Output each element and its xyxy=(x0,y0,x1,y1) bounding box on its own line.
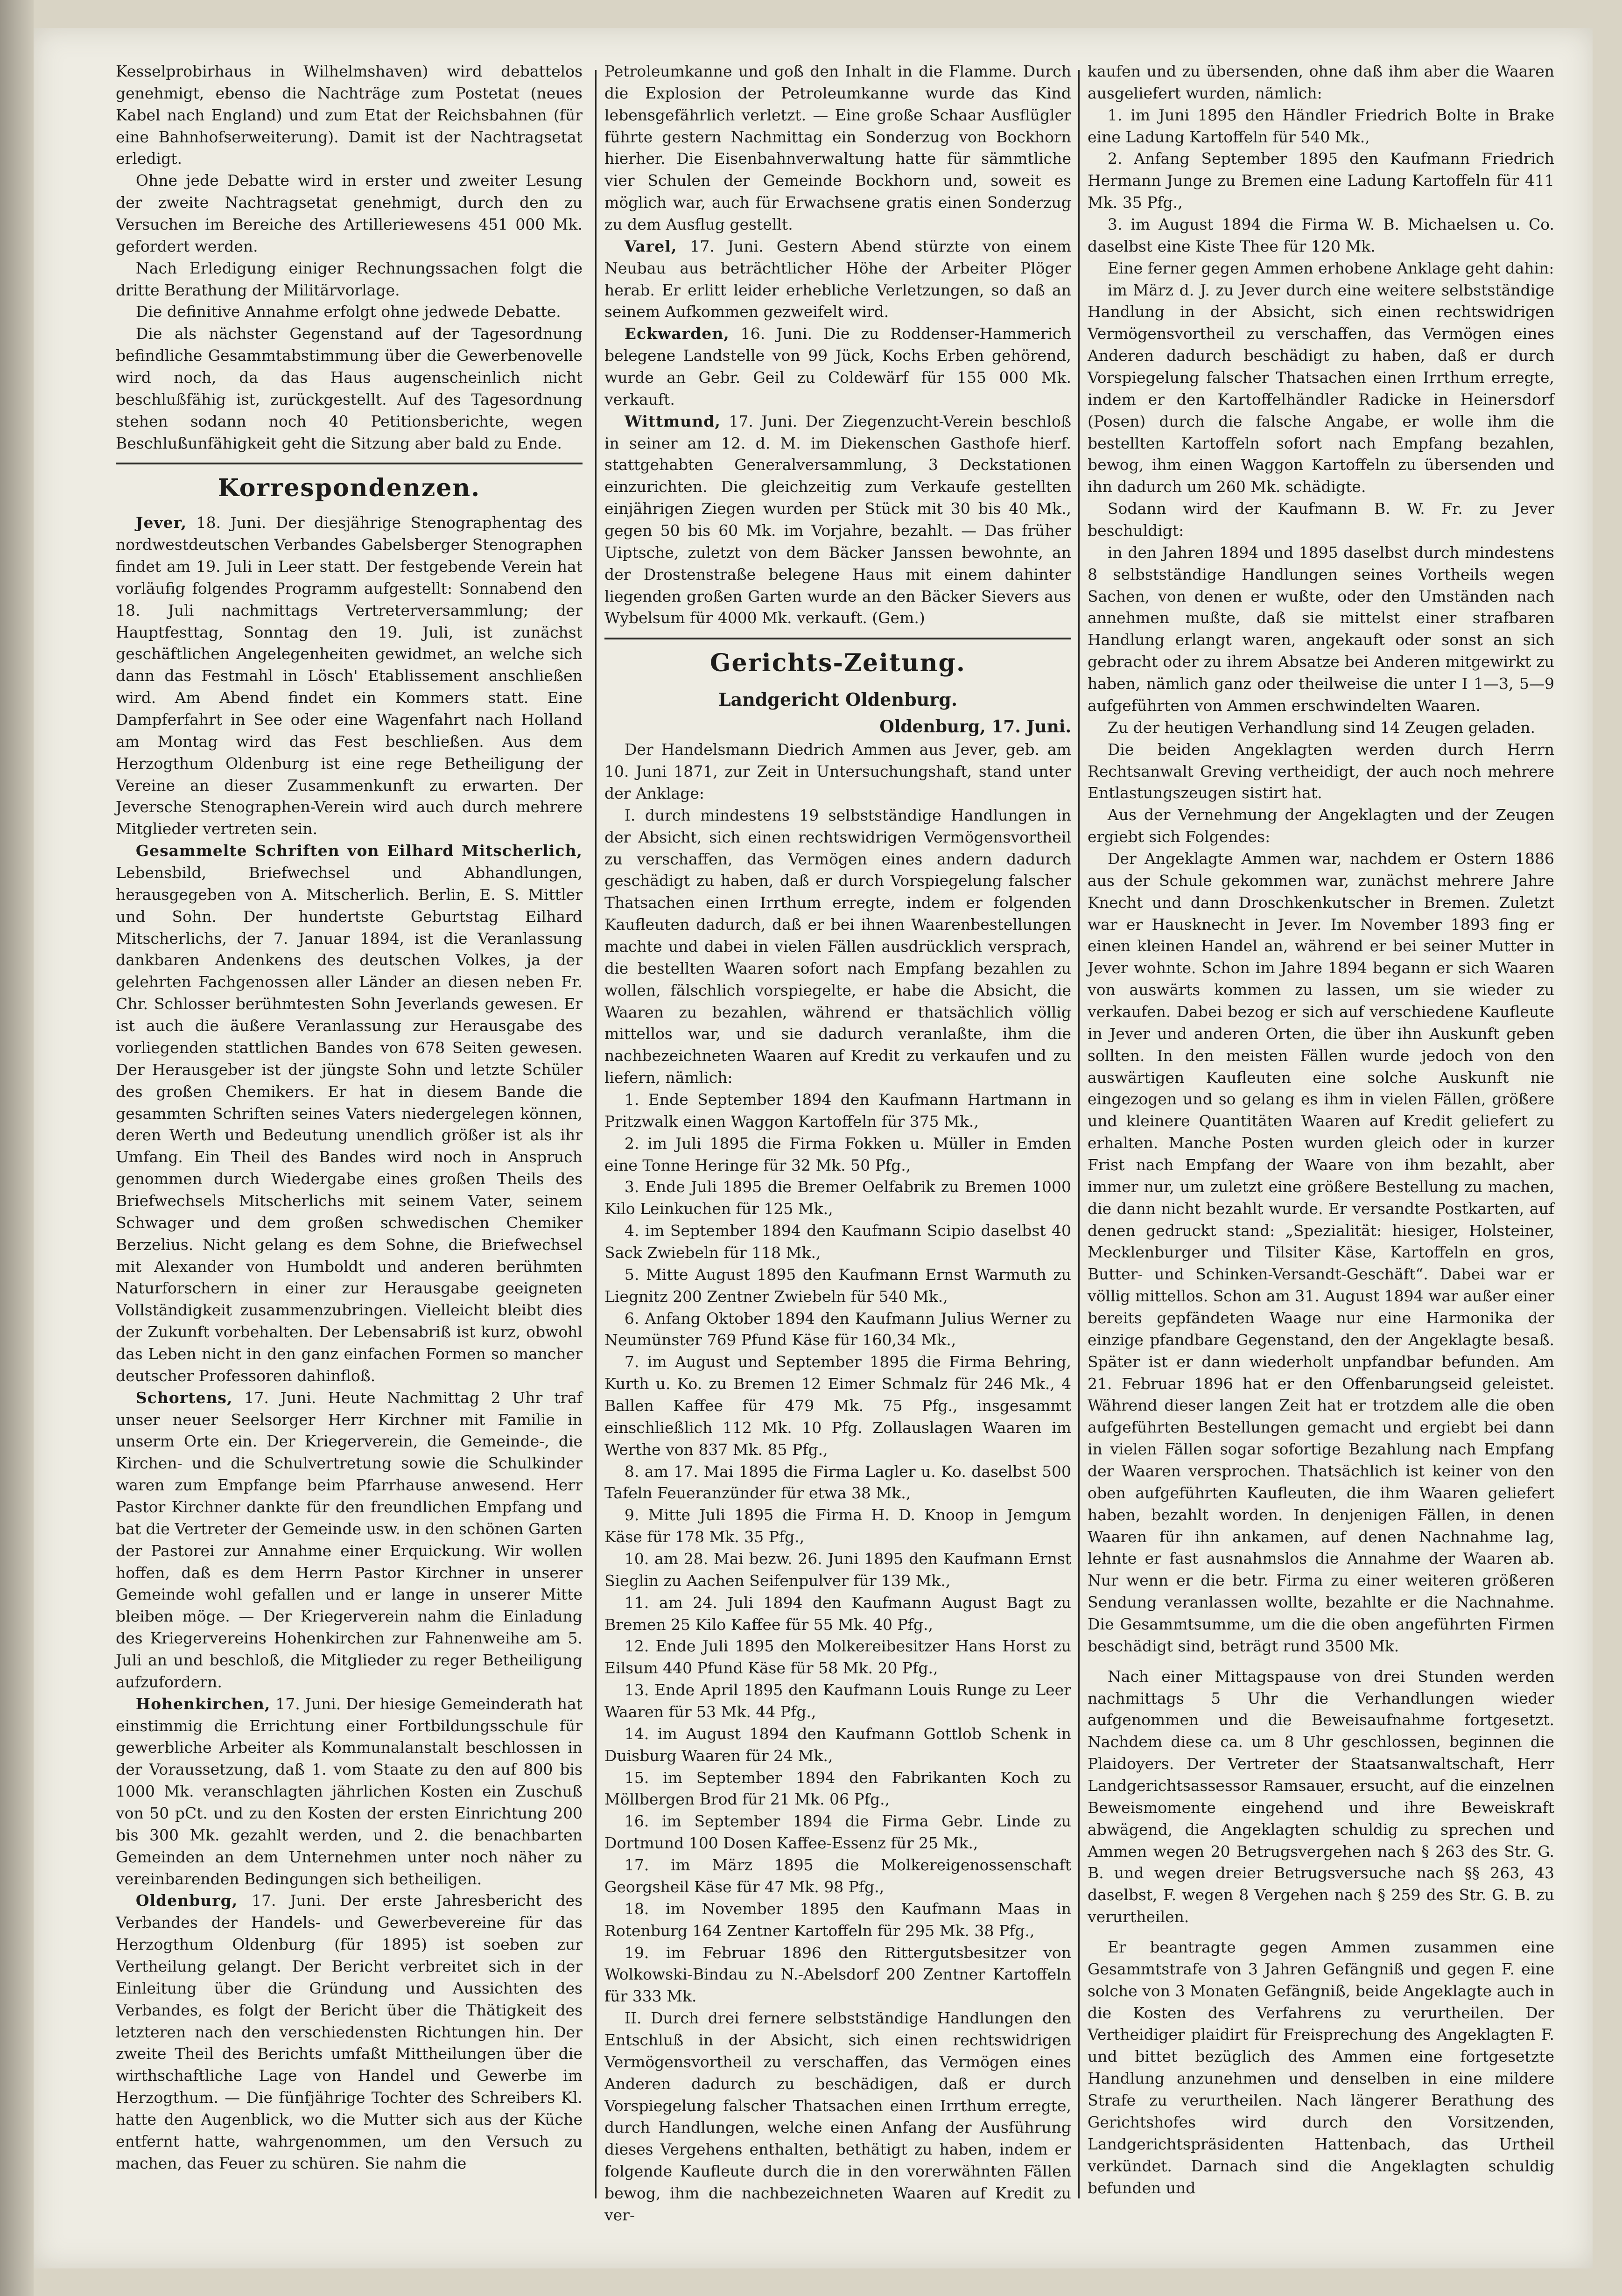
dateline-place: Varel, xyxy=(624,237,677,255)
oldenburg-continuation: Petroleumkanne und goß den Inhalt in die Flamme. Durch die Explosion der Petroleumkanne wurde das Kind lebensgefährlich verletzt. — Eine große Schaar Ausflügler führte gestern Nachmittag ein Sonderzug von Bockhorn hierher. Die Eisenbahnverwaltung hatte für sämmtliche vier Schulen der Gemeinde Bockhorn und, soweit es möglich war, auch für Erwachsene gratis einen Sonderzug zu dem Ausflug gestellt. xyxy=(604,62,1071,234)
dateline-place: Wittmund, xyxy=(624,412,721,430)
list-item: 4. im September 1894 den Kaufmann Scipio daselbst 40 Sack Zwiebeln für 118 Mk., xyxy=(604,1222,1071,1262)
article-oldenburg xyxy=(116,1890,583,2174)
court-continuation: kaufen und zu übersenden, ohne daß ihm aber die Waaren ausgeliefert wurden, nämlich: xyxy=(1088,62,1554,102)
court-paragraph: Aus der Vernehmung der Angeklagten und der Zeugen ergiebt sich Folgendes: xyxy=(1088,806,1554,846)
article-wittmund xyxy=(604,411,1071,630)
list-item: 13. Ende April 1895 den Kaufmann Louis Runge zu Leer Waaren für 53 Mk. 44 Pfg., xyxy=(604,1681,1071,1721)
list-item: 2. im Juli 1895 die Firma Fokken u. Müller in Emden eine Tonne Heringe für 32 Mk. 50 Pfg., xyxy=(604,1134,1071,1174)
dateline-place: Hohenkirchen, xyxy=(135,1694,271,1713)
list-item: 10. am 28. Mai bezw. 26. Juni 1895 den Kaufmann Ernst Sieglin zu Aachen Seifenpulver für 139 Mk., xyxy=(604,1550,1071,1590)
court-paragraph: Nach einer Mittagspause von drei Stunden werden nachmittags 5 Uhr die Verhandlungen wieder aufgenommen und die Beweisaufnahme fortgesetzt. Nachdem diese ca. um 8 Uhr geschlossen, beginnen die Plaidoyers. Der Vertreter der Staatsanwaltschaft, Herr Landgerichtsassessor Ramsauer, ersucht, auf die einzelnen Beweismomente eingehend und ihre Beweiskraft abwägend, die Angeklagten schuldig zu sprechen und Ammen wegen 20 Betrugsvergehen nach § 263 des Str. G. B. und wegen dreier Betrugsversuche nach §§ 263, 43 daselbst, F. wegen 8 Vergehen nach § 259 des Str. G. B. zu verurtheilen. xyxy=(1088,1667,1554,1926)
article-text: 17. Juni. Der Ziegenzucht-Verein beschloß in seiner am 12. d. M. im Diekenschen Gasthofe hierf. stattgehabten Generalversammlung, 3 Deckstationen einzurichten. Die gleichzeitig zum Verkaufe gestellten einjährigen Ziegen wurden per Stück mit 30 bis 40 Mk., gegen 50 bis 60 Mk. im Vorjahre, bezahlt. — Das früher Uiptsche, zuletzt von dem Bäcker Janssen bewohnte, an der Drostenstraße belegene Haus mit einem dahinter liegenden großen Garten wurde an den Bäcker Sievers aus Wybelsum für 4000 Mk. verkauft. (Gem.) xyxy=(604,412,1071,627)
reichstag-paragraph: Nach Erledigung einiger Rechnungssachen folgt die dritte Berathung der Militärvorlage. xyxy=(116,259,583,299)
list-item: 12. Ende Juli 1895 den Molkereibesitzer Hans Horst zu Eilsum 440 Pfund Käse für 58 Mk. 20 Pfg., xyxy=(604,1637,1071,1678)
attempt-list xyxy=(1088,105,1554,258)
court-charge-1: I. durch mindestens 19 selbstständige Handlungen in der Absicht, sich einen rechtswidrigen Vermögensvortheil zu verschaffen, das Vermögen eines andern dadurch geschädigt zu haben, daß er durch Vorspiegelung falscher Thatsachen einen Irrthum erregte, indem er folgenden Kaufleuten dadurch, daß er bei ihnen Waarenbestellungen machte und dabei in vielen Fällen ausdrücklich versprach, die bestellten Waaren sofort nach Empfang bezahlen zu wollen, fälschlich vorspiegelte, er habe die Absicht, die Waaren zu bezahlen, während er thatsächlich völlig mittellos war, und sie dadurch veranlaßte, ihm die nachbezeichneten Waaren auf Kredit zu verkaufen und zu liefern, nämlich: xyxy=(604,806,1071,1087)
column-2 xyxy=(604,61,1071,2224)
article-text: Lebensbild, Briefwechsel und Abhandlungen, herausgegeben von A. Mitscherlich. Berlin, E. S. Mittler und Sohn. Der hundertste Geburtstag Eilhard Mitscherlichs, der 7. Januar 1894, ist die Veranlassung dankbaren Andenkens des deutschen Volkes, ja der gelehrten Fachgenossen aller Länder an diesen neben Fr. Chr. Schlosser berühmtesten Sohn Jeverlands gewesen. Er ist auch die äußere Veranlassung zur Herausgabe des vorliegenden stattlichen Bandes von 678 Seiten gewesen. Der Herausgeber ist der jüngste Sohn und letzte Schüler des großen Chemikers. Er hat in diesem Bande die gesammten Schriften seines Vaters niedergelegen können, deren Werth und Bedeutung unendlich größer ist als ihr Umfang. Ein Theil des Bandes wird noch in Anspruch genommen durch Wiedergabe eines großen Theils des Briefwechsels Mitscherlichs mit seinem Vater, seinem Schwager und dem großen schwedischen Chemiker Berzelius. Nicht gelang es dem Sohne, die Briefwechsel mit Alexander von Humboldt und anderen berühmten Naturforschern in einer zur Herausgabe geeigneten Vollständigkeit zusammenzubringen. Vielleicht bleibt dies der Zukunft vorbehalten. Der Lebensabriß ist kurz, obwohl das Leben nicht in den ganz einfachen Formen so mancher deutscher Professoren dahinfloß. xyxy=(116,864,583,1385)
list-item: 8. am 17. Mai 1895 die Firma Lagler u. Ko. daselbst 500 Tafeln Feueranzünder für etwa 38 Mk., xyxy=(604,1462,1071,1503)
article-text: 17. Juni. Der hiesige Gemeinderath hat einstimmig die Errichtung einer Fortbildungsschule für gewerbliche Arbeiter als Kommunalanstalt beschlossen in der Voraussetzung, daß 1. vom Staate zu den auf 800 bis 1000 Mk. veranschlagten jährlichen Kosten ein Zuschuß von 50 pCt. und zu den Kosten der ersten Einrichtung 200 bis 300 Mk. gezahlt werden, und 2. die benachbarten Gemeinden an dem Unternehmen unter noch näher zu vereinbarenden Bedingungen sich betheiligen. xyxy=(116,1694,583,1888)
article-schortens xyxy=(116,1387,583,1693)
reichstag-paragraph: Die als nächster Gegenstand auf der Tagesordnung befindliche Gesammtabstimmung über die Gewerbenovelle wird noch, da das Haus augenscheinlich nicht beschlußfähig ist, zurückgestellt. Auf des Tagesordnung stehen sodann noch 40 Petitionsberichte, wegen Beschlußunfähigkeit geht die Sitzung aber bald zu Ende. xyxy=(116,324,583,452)
court-paragraph: Der Angeklagte Ammen war, nachdem er Ostern 1886 aus der Schule gekommen war, zunächst mehrere Jahre Knecht und dann Droschkenkutscher in Bremen. Zuletzt war er Hausknecht in Jever. Im November 1893 fing er einen kleinen Handel an, während er bei seiner Mutter in Jever wohnte. Schon im Jahre 1894 begann er sich Waaren von auswärts kommen zu lassen, um sie wieder zu verkaufen. Dabei bezog er sich auf verschiedene Kaufleute in Jever und anderen Orten, die über ihn Auskunft geben sollten. In den meisten Fällen wurde jedoch von den auswärtigen Kaufleuten eine solche Auskunft nie eingezogen und so gelang es ihm in vielen Fällen, größere und kleinere Quantitäten Waaren auf Kredit geliefert zu erhalten. Manche Posten wurden gleich oder in kurzer Frist nach Empfang der Waare von ihm bezahlt, aber immer nur, um zuletzt eine größere Bestellung zu machen, die dann nicht bezahlt wurde. Er versandte Postkarten, auf denen gedruckt stand: „Spezialität: hiesiger, Holsteiner, Mecklenburger und Tilsiter Käse, Kartoffeln en gros, Butter- und Schinken-Versandt-Geschäft“. Dabei war er völlig mittellos. Schon am 31. August 1894 war außer einer bereits gepfändeten Waage nur eine Harmonika der einzige pfandbare Gegenstand, den der Angeklagte besaß. Später ist er dann wiederholt unpfandbar befunden. Am 21. Februar 1896 hat er den Offenbarungseid geleistet. Während dieser langen Zeit hat er trotzdem alle die oben aufgeführten Bestellungen gemacht und ergiebt bei dann in vielen Fällen sogar sofortige Bezahlung nach Empfang der Waaren versprochen. Thatsächlich ist keiner von den oben aufgeführten Kaufleuten, die ihm Waaren geliefert haben, bezahlt worden. In denjenigen Fällen, in denen Waaren für ihn ankamen, auf denen Nachnahme lag, lehnte er fast ausnahmslos die Annahme der Waaren ab. Nur wenn er die betr. Firma zu einer weiteren größeren Sendung veranlassen wollte, bezahlte er die Nachnahme. Die Gesammtsumme, um die die oben angeführten Firmen beschädigt sind, beträgt rund 3500 Mk. xyxy=(1088,849,1554,1655)
article-text: 17. Juni. Heute Nachmittag 2 Uhr traf unser neuer Seelsorger Herr Kirchner mit Familie in unserm Orte ein. Der Kriegerverein, die Gemeinde-, die Kirchen- und die Schulvertretung sowie die Schulkinder waren zum Empfange beim Pfarrhause anwesend. Herr Pastor Kirchner dankte für den freundlichen Empfang und bat die Vertreter der Gemeinde usw. in den schönen Garten der Pastorei zur Annahme einer Erquickung. Wir wollen hoffen, daß es dem Herrn Pastor Kirchner in unserer Gemeinde wohl gefallen und er lange in unserer Mitte bleiben möge. — Der Kriegerverein nahm die Einladung des Kriegervereins Hohenkirchen zur Fahnenweihe am 5. Juli an und beschloß, die Mitglieder zu reger Betheiligung aufzufordern. xyxy=(116,1388,583,1691)
list-item: 17. im März 1895 die Molkereigenossenschaft Georgsheil Käse für 47 Mk. 98 Pfg., xyxy=(604,1856,1071,1896)
article-hohenkirchen xyxy=(116,1693,583,1890)
article-mitscherlich xyxy=(116,840,583,1387)
reichstag-paragraph: Ohne jede Debatte wird in erster und zweiter Lesung der zweite Nachtragsetat genehmigt, durch den zu Versuchen im Bereiche des Artilleriewesens 451 000 Mk. gefordert werden. xyxy=(116,171,583,255)
list-item: 3. im August 1894 die Firma W. B. Michaelsen u. Co. daselbst eine Kiste Thee für 120 Mk. xyxy=(1088,215,1554,255)
court-paragraph: Er beantragte gegen Ammen zusammen eine Gesammtstrafe von 3 Jahren Gefängniß und gegen F. eine solche von 3 Monaten Gefängniß, beide Angeklagte auch in die Kosten des Verfahrens zu verurtheilen. Der Vertheidiger plaidirt für Freisprechung des Angeklagten F. und bittet bezüglich des Ammen eine fortgesetzte Handlung anzunehmen und denselben in eine mildere Strafe zu verurtheilen. Nach längerer Berathung des Gerichtshofes wird durch den Vorsitzenden, Landgerichtspräsidenten Hattenbach, das Urtheil verkündet. Darnach sind die Angeklagten schuldig befunden und xyxy=(1088,1938,1554,2197)
reichstag-paragraph: Die definitive Annahme erfolgt ohne jedwede Debatte. xyxy=(135,302,561,321)
book-title: Gesammelte Schriften von Eilhard Mitscherlich, xyxy=(135,842,583,860)
reichstag-continuation: Kesselprobirhaus in Wilhelmshaven) wird debattelos genehmigt, ebenso die Nachträge zum Postetat (neues Kabel nach England) und zum Etat der Reichsbahnen (für eine Bahnhofserweiterung). Damit ist der Nachtragsetat erledigt. xyxy=(116,62,583,168)
court-title: Landgericht Oldenburg. xyxy=(718,689,958,710)
article-text: 18. Juni. Der diesjährige Stenographentag des nordwestdeutschen Verbandes Gabelsberger Stenographen findet am 19. Juli in Leer statt. Der festgebende Verein hat vorläufig folgendes Programm aufgestellt: Sonnabend den 18. Juli nachmittags Vertreterversammlung; der Hauptfesttag, Sonntag den 19. Juli, ist zunächst geschäftlichen Angelegenheiten gewidmet, an welche sich dann das Festmahl in Lösch' Etablissement anschließen wird. Am Abend findet ein Kommers statt. Eine Dampferfahrt in See oder eine Wagenfahrt nach Holland am Montag wird das Fest beschließen. Aus dem Herzogthum Oldenburg ist eine rege Betheiligung der Vereine an dieser Zusammenkunft zu erwarten. Der Jeversche Stenographen-Verein wird auch durch mehrere Mitglieder vertreten sein. xyxy=(116,513,583,838)
dateline-place: Oldenburg, xyxy=(135,1891,238,1910)
list-item: 15. im September 1894 den Fabrikanten Koch zu Möllbergen Brod für 21 Mk. 06 Pfg., xyxy=(604,1768,1071,1809)
court-charge-2: II. Durch drei fernere selbstständige Handlungen den Entschluß in der Absicht, sich einen rechtswidrigen Vermögensvortheil zu verschaffen, das Vermögen eines Anderen dadurch zu beschädigen, daß er durch Vorspiegelung falscher Thatsachen einen Irrthum erregte, durch Handlungen, welche einen Anfang der Ausführung dieses Vergehens enthalten, bethätigt zu haben, indem er folgende Kaufleute durch die in den vorerwähnten Fällen bewog, ihm die nachbezeichneten Waaren auf Kredit zu ver- xyxy=(604,2009,1071,2224)
list-item: 11. am 24. Juli 1894 den Kaufmann August Bagt zu Bremen 25 Kilo Kaffee für 55 Mk. 40 Pfg., xyxy=(604,1593,1071,1634)
list-item: 9. Mitte Juli 1895 die Firma H. D. Knoop in Jemgum Käse für 178 Mk. 35 Pfg., xyxy=(604,1506,1071,1546)
court-paragraph: Eine ferner gegen Ammen erhobene Anklage geht dahin: xyxy=(1107,259,1554,277)
dateline-place: Schortens, xyxy=(135,1388,233,1407)
column-3 xyxy=(1088,61,1554,2208)
list-item: 3. Ende Juli 1895 die Bremer Oelfabrik zu Bremen 1000 Kilo Leinkuchen für 125 Mk., xyxy=(604,1178,1071,1218)
court-paragraph: Zu der heutigen Verhandlung sind 14 Zeugen geladen. xyxy=(1107,718,1536,737)
court-paragraph: Sodann wird der Kaufmann B. W. Fr. zu Jever beschuldigt: xyxy=(1088,499,1554,540)
column-rule-2 xyxy=(1078,70,1080,2198)
list-item: 1. im Juni 1895 den Händler Friedrich Bolte in Brake eine Ladung Kartoffeln für 540 Mk., xyxy=(1088,105,1554,146)
article-text: 16. Juni. Die zu Roddenser-Hammerich belegene Landstelle von 99 Jück, Kochs Erben gehörend, wurde an Gebr. Geil zu Coldewärf für 155 000 Mk. verkauft. xyxy=(604,324,1071,408)
section-heading-correspondence: Korrespondenzen. xyxy=(116,463,583,506)
list-item: 5. Mitte August 1895 den Kaufmann Ernst Warmuth zu Liegnitz 200 Zentner Zwiebeln für 540 Mk., xyxy=(604,1265,1071,1306)
column-1 xyxy=(116,61,583,2208)
column-rule-1 xyxy=(595,70,597,2198)
list-item: 16. im September 1894 die Firma Gebr. Linde zu Dortmund 100 Dosen Kaffee-Essenz für 25 Mk., xyxy=(604,1812,1071,1853)
section-heading-court: Gerichts-Zeitung. xyxy=(604,638,1071,681)
list-item: 14. im August 1894 den Kaufmann Gottlob Schenk in Duisburg Waaren für 24 Mk., xyxy=(604,1724,1071,1765)
list-item: 1. Ende September 1894 den Kaufmann Hartmann in Pritzwalk einen Waggon Kartoffeln für 375 Mk., xyxy=(604,1090,1071,1130)
list-item: 19. im Februar 1896 den Rittergutsbesitzer von Wolkowski-Bindau zu N.-Abelsdorf 200 Zentner Kartoffeln für 333 Mk. xyxy=(604,1943,1071,2006)
court-paragraph: im März d. J. zu Jever durch eine weitere selbstständige Handlung in der Absicht, sich einen rechtswidrigen Vermögensvortheil zu verschaffen, das Vermögen eines Anderen dadurch beschädigt zu haben, daß er durch Vorspiegelung falscher Thatsachen einen Irrthum erregte, indem er den Kartoffelhändler Radicke in Heinersdorf (Posen) durch die falsche Angabe, er wolle ihm die bestellten Kartoffeln sofort nach Empfang bezahlen, bewog, ihm einen Waggon Kartoffeln zu übersenden und ihn dadurch um 260 Mk. schädigte. xyxy=(1088,281,1554,496)
court-paragraph: Die beiden Angeklagten werden durch Herrn Rechtsanwalt Greving vertheidigt, der auch noch mehrere Entlastungszeugen sistirt hat. xyxy=(1088,740,1554,802)
court-paragraph: in den Jahren 1894 und 1895 daselbst durch mindestens 8 selbstständige Handlungen seines Vortheils wegen Sachen, von denen er wußte, oder den Umständen nach annehmen mußte, daß sie mittelst einer strafbaren Handlung erlangt waren, angekauft oder sonst an sich gebracht oder zu ihrem Absatze bei Anderen mitgewirkt zu haben, nämlich ganz oder theilweise die unter I 1—3, 5—9 aufgeführten von Ammen erschwindelten Waaren. xyxy=(1088,543,1554,715)
list-item: 7. im August und September 1895 die Firma Behring, Kurth u. Ko. zu Bremen 12 Eimer Schmalz für 246 Mk., 4 Ballen Kaffee für 479 Mk. 75 Pfg., insgesammt einschließlich 112 Mk. 10 Pfg. Zollauslagen Waaren im Werthe von 837 Mk. 85 Pfg., xyxy=(604,1353,1071,1459)
article-varel xyxy=(604,236,1071,323)
court-intro: Der Handelsmann Diedrich Ammen aus Jever, geb. am 10. Juni 1871, zur Zeit in Untersuchungshaft, stand unter der Anklage: xyxy=(604,740,1071,802)
dateline-place: Jever, xyxy=(135,513,187,532)
article-jever xyxy=(116,512,583,840)
list-item: 6. Anfang Oktober 1894 den Kaufmann Julius Werner zu Neumünster 769 Pfund Käse für 160,34 Mk., xyxy=(604,1309,1071,1349)
dateline-place: Eckwarden, xyxy=(624,324,730,343)
article-eckwarden xyxy=(604,323,1071,410)
article-text: 17. Juni. Gestern Abend stürzte von einem Neubau aus beträchtlicher Höhe der Arbeiter Plöger herab. Er erlitt leider erhebliche Verletzungen, so daß an seinem Aufkommen gezweifelt wird. xyxy=(604,237,1071,321)
charge-list xyxy=(604,1089,1071,2008)
article-text: 17. Juni. Der erste Jahresbericht des Verbandes der Handels- und Gewerbevereine für das Herzogthum Oldenburg (für 1895) ist soeben zur Vertheilung gelangt. Der Bericht verbreitet sich in der Einleitung über die Gründung und Aussichten des Verbandes, es folgt der Bericht über die Thätigkeit des letzteren nach den verschiedensten Richtungen hin. Der zweite Theil des Berichts umfaßt Mittheilungen über die wirthschaftliche Lage von Handel und Gewerbe im Herzogthum. — Die fünfjährige Tochter des Schreibers Kl. hatte den Augenblick, wo die Mutter sich aus der Küche entfernt hatte, wahrgenommen, um den Versuch zu machen, das Feuer zu schüren. Sie nahm die xyxy=(116,1891,583,2172)
court-dateline: Oldenburg, 17. Juni. xyxy=(879,717,1071,737)
list-item: 2. Anfang September 1895 den Kaufmann Friedrich Hermann Junge zu Bremen eine Ladung Kartoffeln für 411 Mk. 35 Pfg., xyxy=(1088,149,1554,212)
list-item: 18. im November 1895 den Kaufmann Maas in Rotenburg 164 Zentner Kartoffeln für 295 Mk. 38 Pfg., xyxy=(604,1899,1071,1940)
page-binding-edge xyxy=(0,0,34,2296)
